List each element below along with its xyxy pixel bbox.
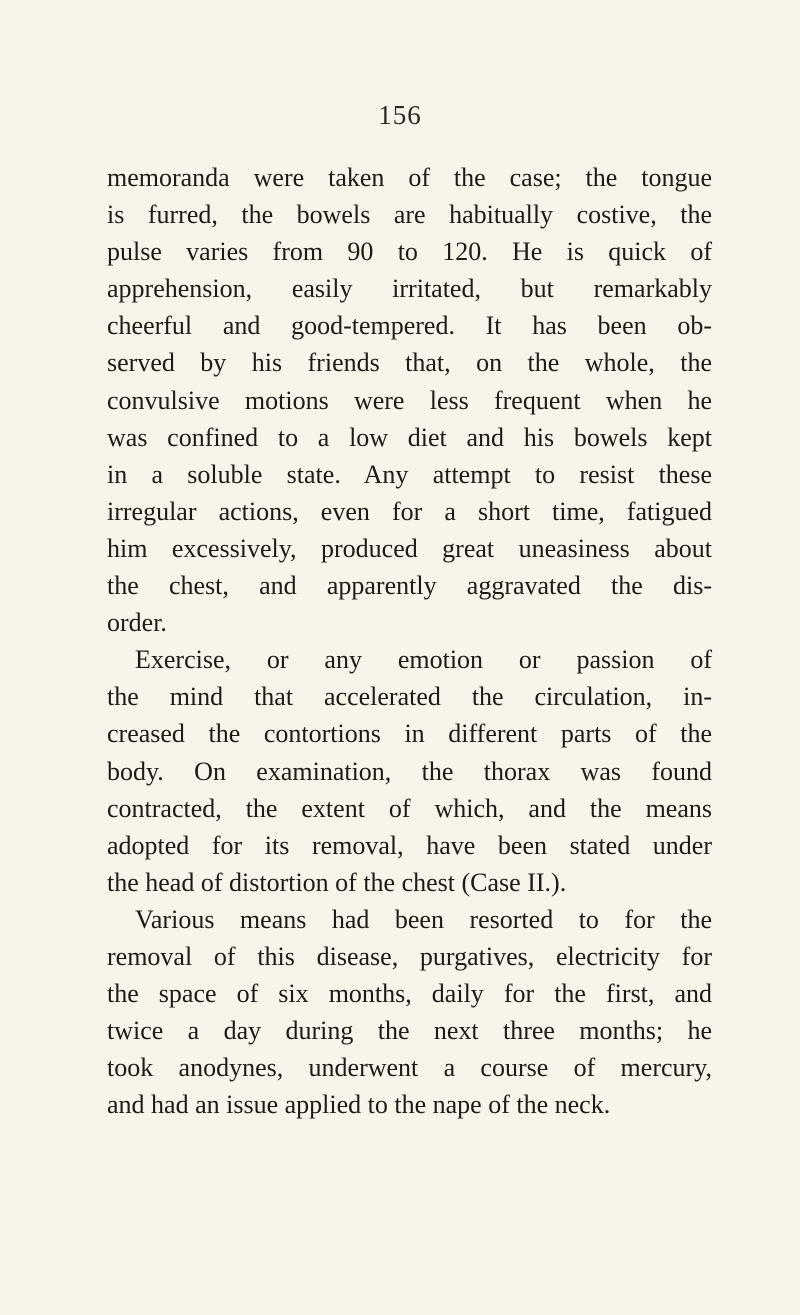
paragraph-end-line: the head of distortion of the chest (Case II.). bbox=[107, 867, 567, 897]
paragraph-start-line: Various means had been resorted to for the bbox=[135, 904, 712, 934]
text-line: cheerful and good-tempered. It has been ob- bbox=[107, 311, 712, 341]
text-line: memoranda were taken of the case; the tongue bbox=[107, 163, 712, 192]
text-line: in a soluble state. Any attempt to resist these bbox=[107, 459, 712, 489]
paragraph-start-line: Exercise, or any emotion or passion of bbox=[135, 645, 712, 675]
text-line: served by his friends that, on the whole, the bbox=[107, 348, 712, 378]
text-line: the chest, and apparently aggravated the dis- bbox=[107, 571, 712, 601]
paragraph-end-line: order. bbox=[107, 608, 167, 638]
text-line: removal of this disease, purgatives, electricity for bbox=[107, 941, 712, 971]
text-line: adopted for its removal, have been stated under bbox=[107, 830, 712, 860]
text-line: him excessively, produced great uneasiness about bbox=[107, 533, 712, 563]
text-line: irregular actions, even for a short time, fatigued bbox=[107, 496, 712, 526]
text-line: body. On examination, the thorax was found bbox=[107, 756, 712, 786]
text-line: pulse varies from 90 to 120. He is quick of bbox=[107, 237, 712, 267]
text-line: apprehension, easily irritated, but remarkably bbox=[107, 274, 712, 304]
text-line: was confined to a low diet and his bowels kept bbox=[107, 422, 712, 452]
body-text bbox=[107, 159, 712, 1123]
text-line: the mind that accelerated the circulation, in- bbox=[107, 682, 712, 712]
text-line: contracted, the extent of which, and the means bbox=[107, 793, 712, 823]
text-line: is furred, the bowels are habitually costive, the bbox=[107, 200, 712, 230]
page-number: 156 bbox=[378, 100, 422, 130]
text-line: the space of six months, daily for the first, and bbox=[107, 979, 712, 1009]
paragraph-end-line: and had an issue applied to the nape of the neck. bbox=[107, 1090, 611, 1120]
text-line: convulsive motions were less frequent when he bbox=[107, 385, 712, 415]
text-line: creased the contortions in different parts of the bbox=[107, 719, 712, 749]
text-line: took anodynes, underwent a course of mercury, bbox=[107, 1053, 712, 1083]
text-line: twice a day during the next three months; he bbox=[107, 1016, 712, 1046]
